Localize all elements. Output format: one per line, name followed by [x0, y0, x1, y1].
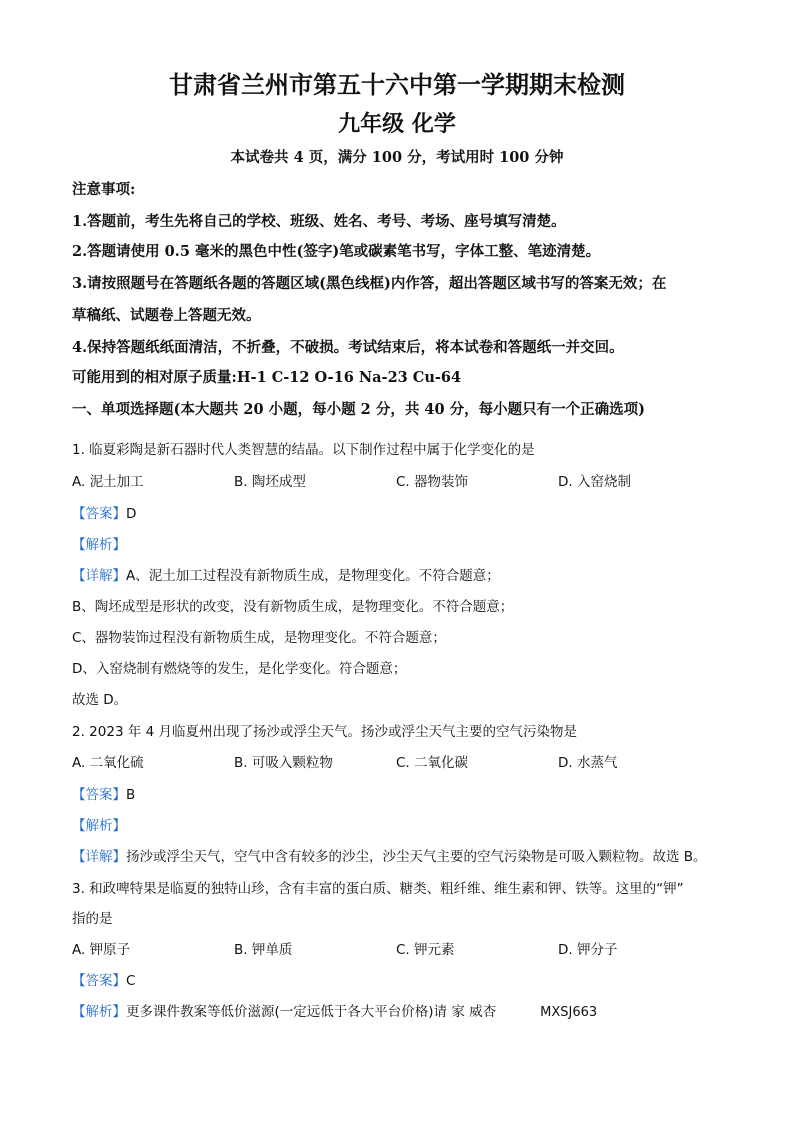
option-a: A. 泥土加工: [72, 474, 144, 490]
question-options: [72, 472, 732, 492]
analysis-label: 【解析】: [72, 537, 126, 553]
analysis-row: [72, 1002, 732, 1023]
question-stem: 3. 和政啤特果是临夏的独特山珍，含有丰富的蛋白质、糖类、粗纤维、维生素和钾、铁等。这里的“钾”: [72, 881, 684, 897]
option-c: C. 钾元素: [396, 942, 455, 958]
answer-label: 【答案】: [72, 506, 126, 522]
question-stem-cont: 指的是: [72, 911, 113, 927]
exam-subtitle: 九年级 化学: [338, 112, 456, 137]
analysis-row: [72, 535, 732, 555]
promo-code: MXSJ663: [540, 1005, 598, 1020]
question-options: [72, 753, 732, 773]
answer-value: D: [126, 506, 137, 522]
note-item: 1.答题前，考生先将自己的学校、班级、姓名、考号、考场、座号填写清楚。: [72, 213, 566, 230]
option-d: D. 入窑烧制: [558, 474, 631, 490]
exam-info: 本试卷共 4 页，满分 100 分，考试用时 100 分钟: [230, 149, 564, 166]
note-item: 草稿纸、试题卷上答题无效。: [72, 307, 261, 324]
option-a: A. 二氧化硫: [72, 755, 144, 771]
section-heading: 一、单项选择题(本大题共 20 小题，每小题 2 分，共 40 分，每小题只有一个正确选项): [72, 401, 645, 418]
answer-label: 【答案】: [72, 973, 126, 989]
detail-text: 故选 D。: [72, 692, 128, 708]
option-d: D. 水蒸气: [558, 755, 618, 771]
option-a: A. 钾原子: [72, 942, 131, 958]
option-d: D. 钾分子: [558, 942, 618, 958]
analysis-row: [72, 816, 732, 836]
analysis-label: 【解析】: [72, 1004, 126, 1020]
option-c: C. 二氧化碳: [396, 755, 469, 771]
option-b: B. 钾单质: [234, 942, 293, 958]
option-c: C. 器物装饰: [396, 474, 469, 490]
option-b: B. 可吸入颗粒物: [234, 755, 333, 771]
promo-text: 更多课件教案等低价滋源(一定远低于各大平台价格)请 家 威杏: [126, 1004, 497, 1020]
exam-title: 甘肃省兰州市第五十六中第一学期期末检测: [169, 71, 625, 99]
notes-heading: 注意事项:: [72, 181, 136, 198]
detail-label: 【详解】: [72, 568, 126, 584]
answer-value: B: [126, 787, 136, 803]
analysis-label: 【解析】: [72, 818, 126, 834]
detail-text: C、器物装饰过程没有新物质生成，是物理变化。不符合题意；: [72, 630, 446, 646]
option-b: B. 陶坯成型: [234, 474, 306, 490]
answer-row: [72, 504, 732, 524]
detail-text: 扬沙或浮尘天气，空气中含有较多的沙尘，沙尘天气主要的空气污染物是可吸入颗粒物。故选 B。: [126, 849, 707, 865]
note-item: 2.答题请使用 0.5 毫米的黑色中性(签字)笔或碳素笔书写，字体工整、笔迹清楚。: [72, 243, 601, 260]
note-item: 4.保持答题纸纸面清洁，不折叠，不破损。考试结束后，将本试卷和答题纸一并交回。: [72, 339, 624, 356]
detail-row: [72, 566, 732, 586]
atomic-masses: 可能用到的相对原子质量:H-1 C-12 O-16 Na-23 Cu-64: [72, 369, 462, 386]
detail-text: B、陶坯成型是形状的改变，没有新物质生成，是物理变化。不符合题意；: [72, 599, 514, 615]
question-stem: 2. 2023 年 4 月临夏州出现了扬沙或浮尘天气。扬沙或浮尘天气主要的空气污染物是: [72, 724, 577, 740]
detail-row: [72, 847, 732, 867]
answer-label: 【答案】: [72, 787, 126, 803]
answer-row: [72, 785, 732, 805]
detail-text: D、入窑烧制有燃烧等的发生，是化学变化。符合题意；: [72, 661, 407, 677]
answer-value: C: [126, 973, 136, 989]
answer-row: [72, 971, 732, 991]
detail-text: A、泥土加工过程没有新物质生成，是物理变化。不符合题意；: [126, 568, 500, 584]
question-stem: 1. 临夏彩陶是新石器时代人类智慧的结晶。以下制作过程中属于化学变化的是: [72, 442, 535, 458]
note-item: 3.请按照题号在答题纸各题的答题区域(黑色线框)内作答，超出答题区域书写的答案无效；在: [72, 275, 667, 292]
question-options: [72, 940, 732, 960]
detail-label: 【详解】: [72, 849, 126, 865]
